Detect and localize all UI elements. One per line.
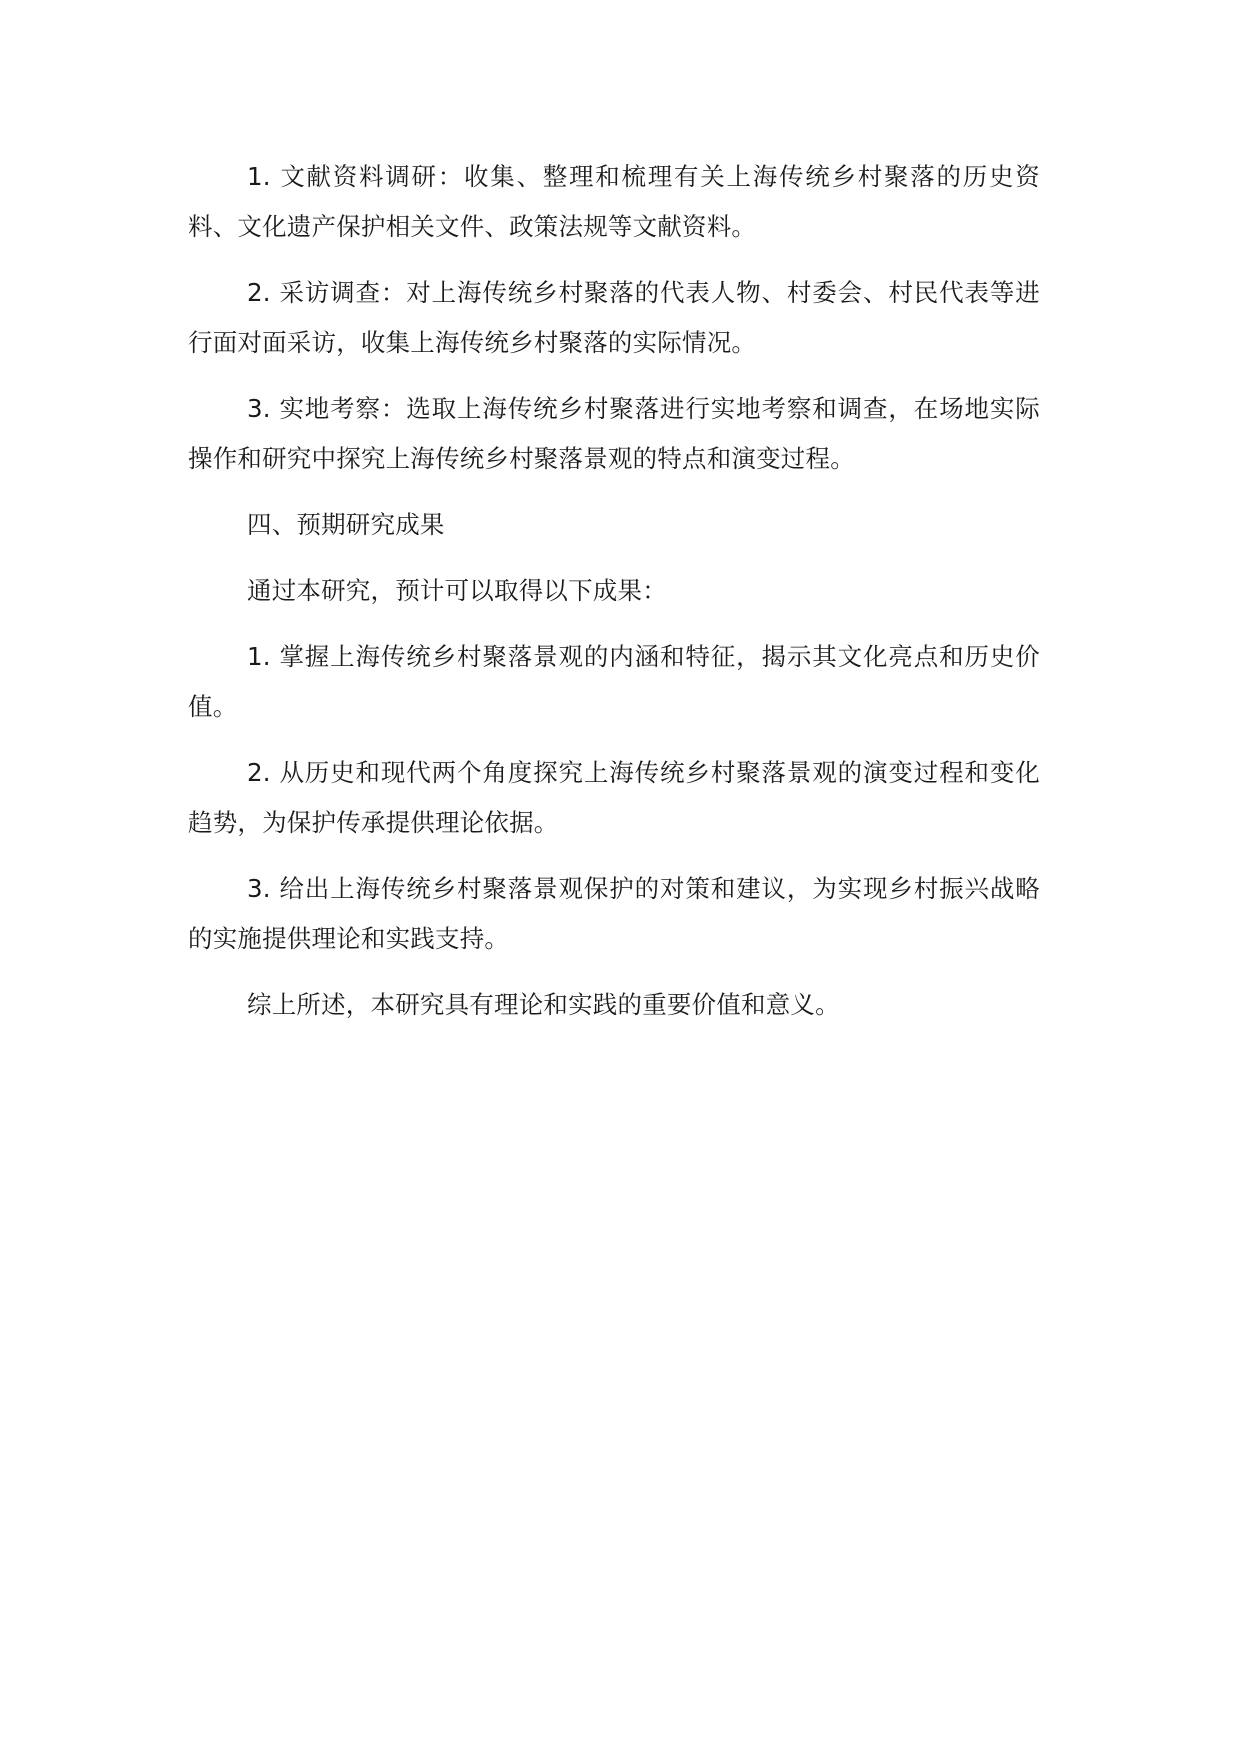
method-item-interview: 2. 采访调查：对上海传统乡村聚落的代表人物、村委会、村民代表等进行面对面采访，收集上海传统乡村聚落的实际情况。 xyxy=(188,278,1040,357)
results-intro: 通过本研究，预计可以取得以下成果： xyxy=(247,576,667,605)
result-item-1: 1. 掌握上海传统乡村聚落景观的内涵和特征，揭示其文化亮点和历史价值。 xyxy=(188,642,1040,721)
result-item-3: 3. 给出上海传统乡村聚落景观保护的对策和建议，为实现乡村振兴战略的实施提供理论和实践支持。 xyxy=(188,874,1040,953)
method-item-literature: 1. 文献资料调研：收集、整理和梳理有关上海传统乡村聚落的历史资料、文化遗产保护相关文件、政策法规等文献资料。 xyxy=(188,162,1040,241)
method-item-fieldwork: 3. 实地考察：选取上海传统乡村聚落进行实地考察和调查，在场地实际操作和研究中探究上海传统乡村聚落景观的特点和演变过程。 xyxy=(188,394,1040,473)
result-item-2: 2. 从历史和现代两个角度探究上海传统乡村聚落景观的演变过程和变化趋势，为保护传承提供理论依据。 xyxy=(188,758,1040,837)
document-body xyxy=(188,152,1040,1046)
section-heading-expected-results: 四、预期研究成果 xyxy=(247,510,445,539)
conclusion-paragraph: 综上所述，本研究具有理论和实践的重要价值和意义。 xyxy=(247,990,840,1019)
